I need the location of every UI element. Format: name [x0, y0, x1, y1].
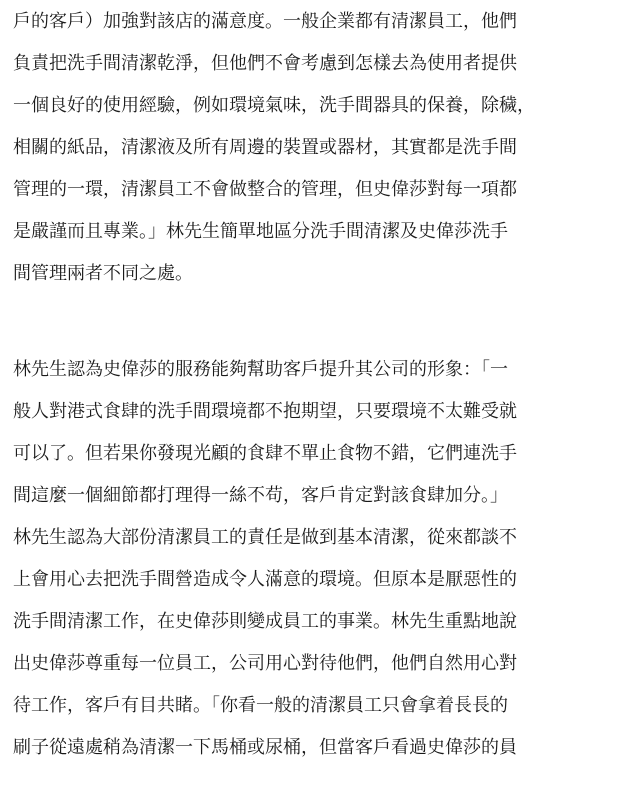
paragraph-2-line-2: 般人對港式食肆的洗手間環境都不抱期望，只要環境不太難受就	[13, 401, 517, 422]
paragraph-2-line-10: 刷子從遠處稍為清潔一下馬桶或尿桶，但當客戶看過史偉莎的員	[13, 737, 517, 758]
paragraph-2-line-5: 林先生認為大部份清潔員工的責任是做到基本清潔，從來都談不	[13, 527, 517, 548]
paragraph-1-line-4: 相關的紙品，清潔液及所有周邊的裝置或器材，其實都是洗手間	[13, 137, 517, 158]
paragraph-1-line-1: 戶的客戶）加強對該店的滿意度。一般企業都有清潔員工，他們	[13, 11, 517, 32]
paragraph-2-line-6: 上會用心去把洗手間營造成令人滿意的環境。但原本是厭惡性的	[13, 569, 517, 590]
paragraph-2-line-7: 洗手間清潔工作，在史偉莎則變成員工的事業。林先生重點地說	[13, 611, 517, 632]
paragraph-2-line-4: 間這麼一個細節都打理得一絲不苟，客戶肯定對該食肆加分。」	[13, 485, 508, 506]
paragraph-1-line-3: 一個良好的使用經驗，例如環境氣味，洗手間器具的保養，除穢，	[13, 95, 535, 116]
paragraph-2-line-3: 可以了。但若果你發現光顧的食肆不單止食物不錯，它們連洗手	[13, 443, 517, 464]
paragraph-2-line-1: 林先生認為史偉莎的服務能夠幫助客戶提升其公司的形象：「一	[13, 359, 508, 380]
paragraph-1-line-6: 是嚴謹而且專業。」林先生簡單地區分洗手間清潔及史偉莎洗手	[13, 221, 508, 242]
paragraph-2-line-9: 待工作，客戶有目共睹。「你看一般的清潔員工只會拿着長長的	[13, 695, 508, 716]
paragraph-1-line-5: 管理的一環，清潔員工不會做整合的管理，但史偉莎對每一項都	[13, 179, 517, 200]
paragraph-2-line-8: 出史偉莎尊重每一位員工，公司用心對待他們，他們自然用心對	[13, 653, 517, 674]
paragraph-1-line-2: 負責把洗手間清潔乾淨，但他們不會考慮到怎樣去為使用者提供	[13, 53, 517, 74]
paragraph-1-line-7: 間管理兩者不同之處。	[13, 263, 193, 284]
